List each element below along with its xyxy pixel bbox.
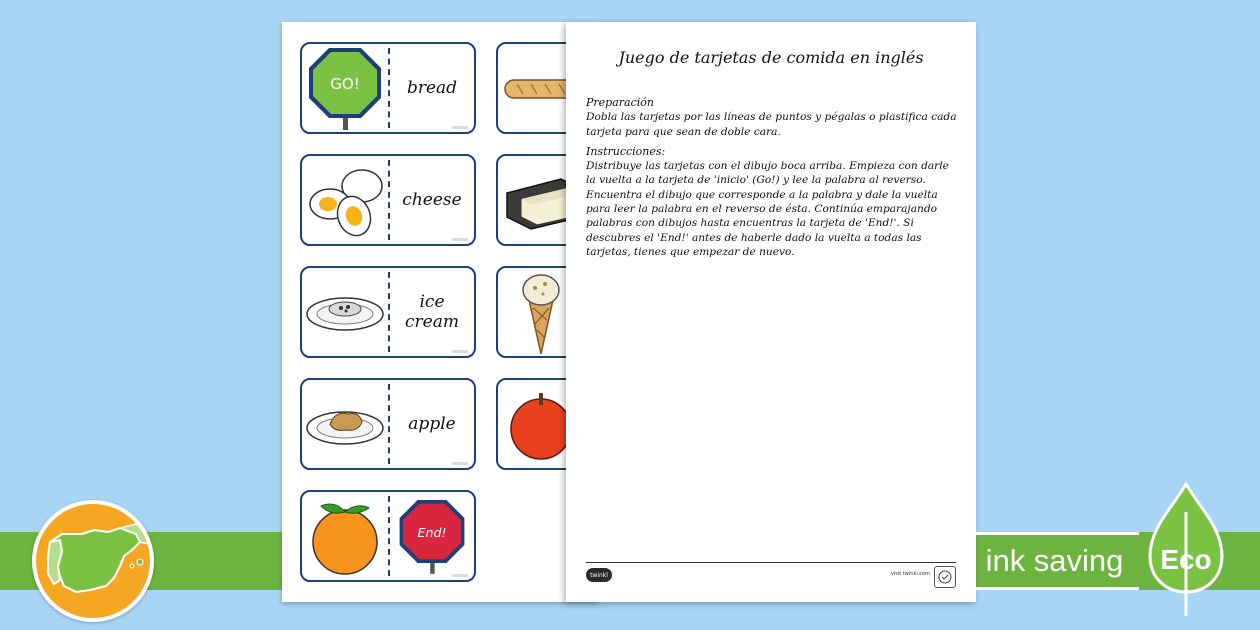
card-mark (452, 126, 468, 129)
twinkl-logo: twinkl (586, 568, 612, 582)
spain-map-badge-icon (32, 500, 154, 622)
card-apple (300, 378, 476, 470)
card-mark (452, 574, 468, 577)
card-ice-cream (300, 266, 476, 358)
go-sign-text: GO! (330, 75, 360, 93)
card-mark (452, 462, 468, 465)
ink-saving-label: ink saving (967, 532, 1139, 590)
eco-label: Eco (1160, 544, 1212, 575)
card-end (300, 490, 476, 582)
card-word: apple (408, 414, 456, 434)
footer-quality-badge-icon (934, 566, 956, 588)
orange-icon (302, 492, 388, 580)
card-word: bread (406, 78, 458, 98)
document-body (586, 96, 960, 265)
instructions-heading: Instrucciones: (586, 144, 666, 158)
card-mark (452, 350, 468, 353)
preparation-heading: Preparación (586, 96, 654, 109)
chicken-plate-icon (302, 380, 388, 468)
instructions-page (566, 22, 976, 602)
end-sign-text: End! (417, 524, 447, 540)
preparation-text: Dobla las tarjetas por las líneas de puntos y pégalas o plastifica cada tarjeta para que sean de doble cara. (586, 111, 957, 138)
card-cheese (300, 154, 476, 246)
cards-page (282, 22, 598, 602)
instructions-text: Distribuye las tarjetas con el dibujo boca arriba. Empieza con darle la vuelta a la tarjeta de 'inicio' (Go!) y lee la palabra al reverso. Encuentra el dibujo que corresponde a la palabra y dale la vuelta para leer la palabra en el reverso de ésta. Continúa emparajando palabras con dibujos hasta encuentras la tarjeta de 'End!'. Si descubres el 'End!' antes de haberle dado la vuelta a todas las tarjetas, tienes que empezar de nuevo. (586, 160, 949, 258)
card-word: ice cream (405, 292, 459, 332)
boiled-eggs-icon (302, 156, 388, 244)
go-sign-icon (302, 44, 388, 132)
document-title: Juego de tarjetas de comida en inglés (618, 48, 924, 67)
card-mark (452, 238, 468, 241)
card-word: cheese (402, 190, 462, 210)
footer-url: visit twinkl.com (890, 571, 930, 577)
fish-plate-icon (302, 268, 388, 356)
footer-divider (586, 562, 956, 563)
card-bread (300, 42, 476, 134)
end-sign-icon (390, 492, 474, 580)
